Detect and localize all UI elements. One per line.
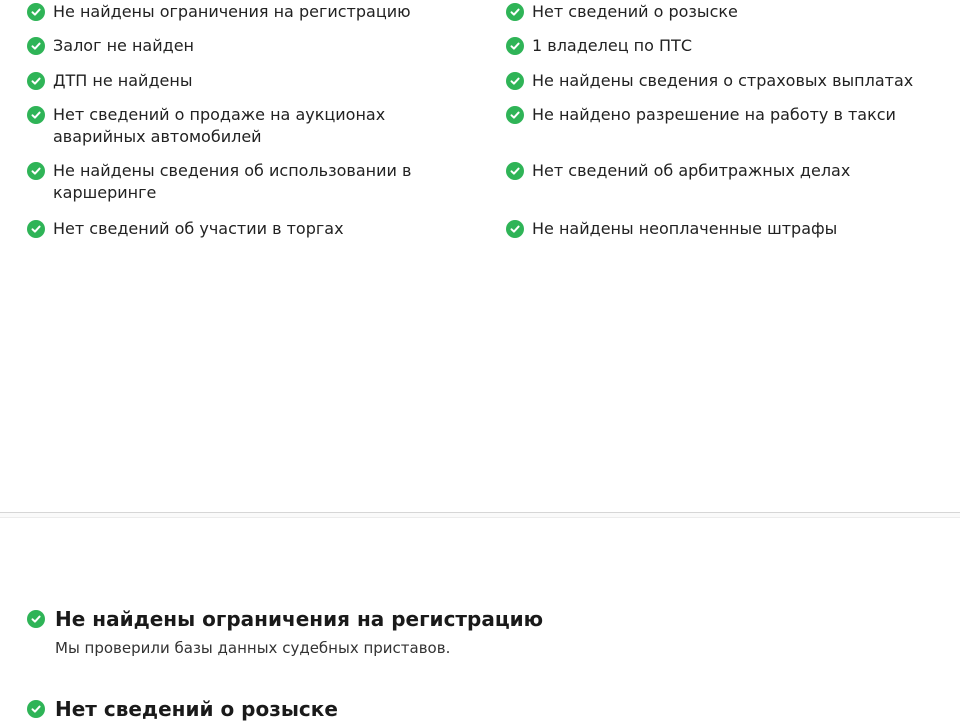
check-item <box>27 35 467 57</box>
check-circle-icon <box>506 3 524 21</box>
check-circle-icon <box>27 72 45 90</box>
check-item <box>27 218 467 240</box>
check-item <box>27 1 467 23</box>
section-divider <box>0 512 960 518</box>
check-item-label: Не найдены сведения об использовании в каршеринге <box>53 161 412 202</box>
check-item-label: Нет сведений о продаже на аукционах аварийных автомобилей <box>53 105 386 146</box>
check-item <box>506 104 946 126</box>
check-circle-icon <box>506 72 524 90</box>
check-circle-icon <box>27 700 45 718</box>
check-summary-list <box>0 0 960 260</box>
check-item <box>27 104 467 148</box>
check-item <box>506 35 946 57</box>
check-item <box>506 160 946 182</box>
detail-section <box>27 696 927 722</box>
check-item-label: Не найдены неоплаченные штрафы <box>532 219 838 238</box>
check-circle-icon <box>506 220 524 238</box>
check-circle-icon <box>27 37 45 55</box>
check-circle-icon <box>27 162 45 180</box>
detail-title: Не найдены ограничения на регистрацию <box>55 607 544 631</box>
check-circle-icon <box>506 37 524 55</box>
check-circle-icon <box>27 610 45 628</box>
detail-section <box>27 606 927 658</box>
detail-header <box>27 606 927 632</box>
check-item <box>506 1 946 23</box>
check-item-label: 1 владелец по ПТС <box>532 36 692 55</box>
check-item-label: Нет сведений о розыске <box>532 2 738 21</box>
check-item <box>27 70 467 92</box>
check-item-label: Залог не найден <box>53 36 194 55</box>
detail-description: Мы проверили базы данных судебных приставов. <box>55 639 451 657</box>
check-item <box>506 70 946 92</box>
check-circle-icon <box>506 106 524 124</box>
check-item-label: Нет сведений об арбитражных делах <box>532 161 851 180</box>
check-item-label: Не найдено разрешение на работу в такси <box>532 105 896 124</box>
detail-header <box>27 696 927 722</box>
check-item-label: Не найдены сведения о страховых выплатах <box>532 71 914 90</box>
check-circle-icon <box>27 220 45 238</box>
check-circle-icon <box>27 3 45 21</box>
check-item-label: Не найдены ограничения на регистрацию <box>53 2 411 21</box>
check-circle-icon <box>27 106 45 124</box>
detail-title: Нет сведений о розыске <box>55 697 338 721</box>
check-item <box>506 218 946 240</box>
check-item <box>27 160 467 204</box>
check-item-label: Нет сведений об участии в торгах <box>53 219 344 238</box>
check-item-label: ДТП не найдены <box>53 71 193 90</box>
check-circle-icon <box>506 162 524 180</box>
